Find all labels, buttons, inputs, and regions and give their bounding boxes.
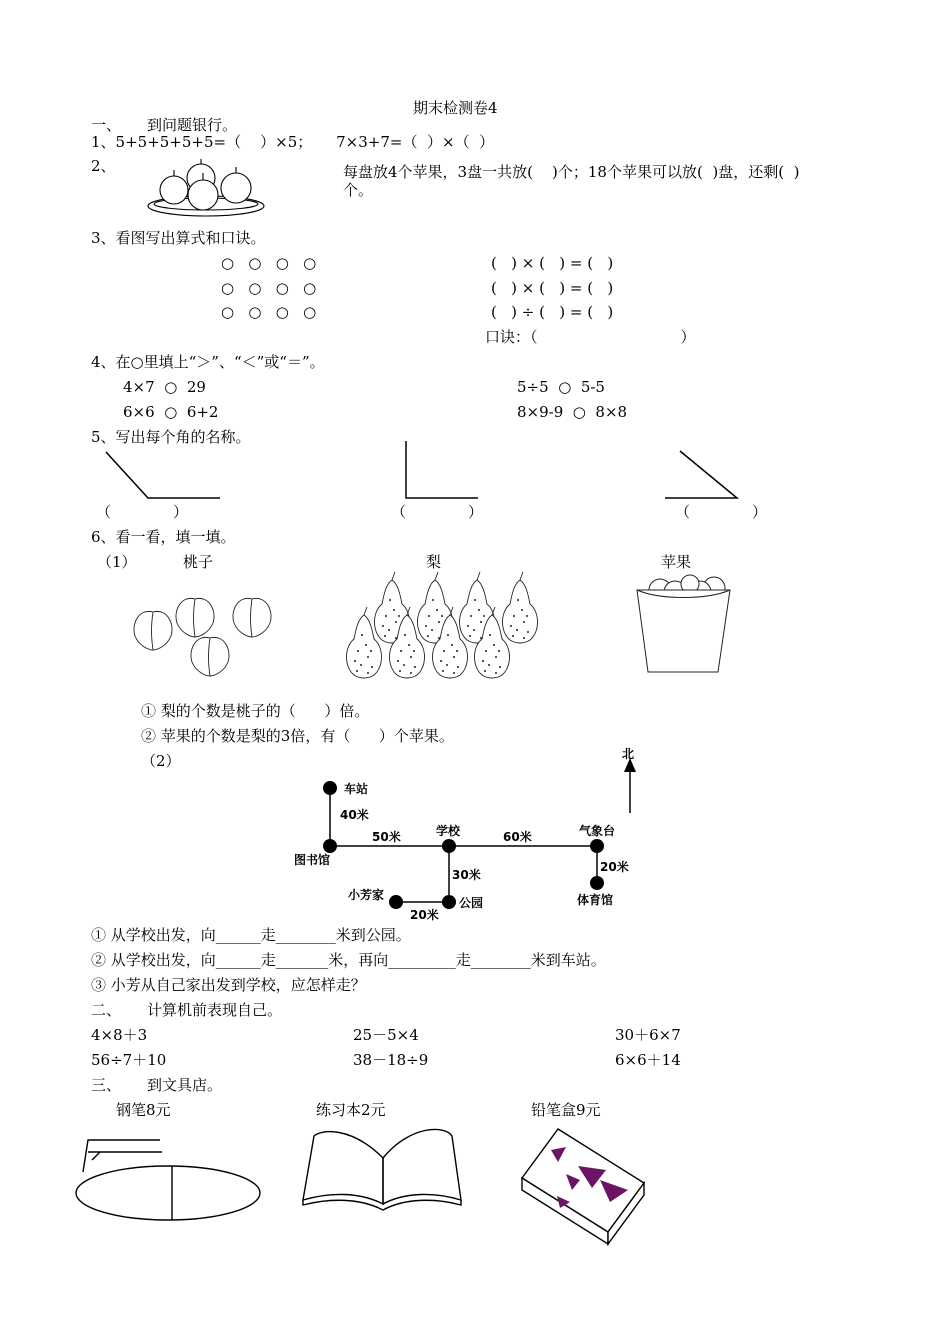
question-5: 5、写出每个角的名称。 bbox=[91, 428, 251, 446]
compare-4: 8×9-9 ○ 8×8 bbox=[517, 403, 628, 421]
question-2-text-line1: 每盘放4个苹果，3盘一共放( )个；18个苹果可以放( )盘，还剩( ) bbox=[343, 163, 800, 181]
expr-4: 56÷7＋10 bbox=[91, 1051, 167, 1069]
part-2-question-3: ③ 小芳从自己家出发到学校，应怎样走？ bbox=[91, 976, 366, 994]
map-library-label: 图书馆 bbox=[294, 853, 331, 867]
expr-6: 6×6＋14 bbox=[615, 1051, 681, 1069]
map-home-label: 小芳家 bbox=[348, 888, 385, 902]
map-distance-20-home: 20米 bbox=[410, 908, 439, 922]
part-1-label: （1） bbox=[97, 553, 137, 571]
expr-1: 4×8＋3 bbox=[91, 1026, 148, 1044]
fruit-label-peach: 桃子 bbox=[183, 553, 214, 571]
question-2-number: 2、 bbox=[91, 157, 116, 175]
equation-3: ( ) ÷ ( ) = ( ) bbox=[491, 303, 614, 321]
pencil-case-picture bbox=[522, 1129, 644, 1244]
compare-1: 4×7 ○ 29 bbox=[123, 378, 206, 396]
section-2-heading: 计算机前表现自己。 bbox=[147, 1001, 283, 1019]
part-2-question-2: ② 从学校出发，向______走_______米，再向_________走________米到车站。 bbox=[91, 951, 606, 969]
fruit-label-pear: 梨 bbox=[426, 553, 442, 571]
section-1-number: 一、 bbox=[91, 116, 122, 134]
section-1-heading: 到问题银行。 bbox=[147, 116, 238, 134]
map-observatory-label: 气象台 bbox=[579, 824, 616, 838]
map-school-label: 学校 bbox=[436, 824, 461, 838]
circle-row-1: ○ ○ ○ ○ bbox=[221, 254, 317, 272]
question-1: 1、5+5+5+5+5=（ ）×5； 7×3+7=（ ）×（ ） bbox=[91, 133, 495, 151]
expr-5: 38－18÷9 bbox=[353, 1051, 429, 1069]
page-title: 期末检测卷4 bbox=[413, 99, 498, 117]
section-3-heading: 到文具店。 bbox=[147, 1076, 223, 1094]
map-gym-label: 体育馆 bbox=[577, 893, 614, 907]
map-distance-30: 30米 bbox=[452, 868, 481, 882]
part-2-label: （2） bbox=[141, 752, 181, 770]
question-4: 4、在○里填上“＞”、“＜”或“＝”。 bbox=[91, 353, 325, 371]
question-3: 3、看图写出算式和口诀。 bbox=[91, 229, 266, 247]
notebook-picture bbox=[303, 1129, 461, 1210]
part-1-question-1: ① 梨的个数是桃子的（ ）倍。 bbox=[141, 702, 370, 720]
part-1-question-2: ② 苹果的个数是梨的3倍，有（ ）个苹果。 bbox=[141, 727, 454, 745]
compare-2: 5÷5 ○ 5-5 bbox=[517, 378, 605, 396]
item-pencil-case: 铅笔盒9元 bbox=[531, 1101, 601, 1119]
angle-3-blank: （ ） bbox=[675, 503, 767, 521]
part-2-question-1: ① 从学校出发，向______走________米到公园。 bbox=[91, 926, 411, 944]
section-2-number: 二、 bbox=[91, 1001, 122, 1019]
map-distance-20-gym: 20米 bbox=[600, 860, 629, 874]
expr-3: 30＋6×7 bbox=[615, 1026, 681, 1044]
circle-row-2: ○ ○ ○ ○ bbox=[221, 279, 317, 297]
map-north-label: 北 bbox=[622, 747, 635, 761]
section-3-number: 三、 bbox=[91, 1076, 122, 1094]
expr-2: 25－5×4 bbox=[353, 1026, 419, 1044]
circle-row-3: ○ ○ ○ ○ bbox=[221, 303, 317, 321]
question-2-text-line2: 个。 bbox=[343, 181, 374, 199]
map-distance-60: 60米 bbox=[503, 830, 532, 844]
map-station-label: 车站 bbox=[344, 782, 369, 796]
angle-1-blank: （ ） bbox=[96, 503, 188, 521]
equation-1: ( ) × ( ) = ( ) bbox=[491, 254, 614, 272]
question-6: 6、看一看，填一填。 bbox=[91, 528, 236, 546]
map-park-label: 公园 bbox=[459, 896, 484, 910]
fruit-label-apple: 苹果 bbox=[661, 553, 692, 571]
angle-2-blank: （ ） bbox=[391, 503, 483, 521]
pen-picture bbox=[76, 1140, 260, 1220]
map-distance-40: 40米 bbox=[340, 808, 369, 822]
rhyme-blank: 口诀：（ ） bbox=[485, 328, 696, 346]
compare-3: 6×6 ○ 6+2 bbox=[123, 403, 219, 421]
equation-2: ( ) × ( ) = ( ) bbox=[491, 279, 614, 297]
item-pen: 钢笔8元 bbox=[116, 1101, 171, 1119]
item-notebook: 练习本2元 bbox=[316, 1101, 386, 1119]
map-distance-50: 50米 bbox=[372, 830, 401, 844]
